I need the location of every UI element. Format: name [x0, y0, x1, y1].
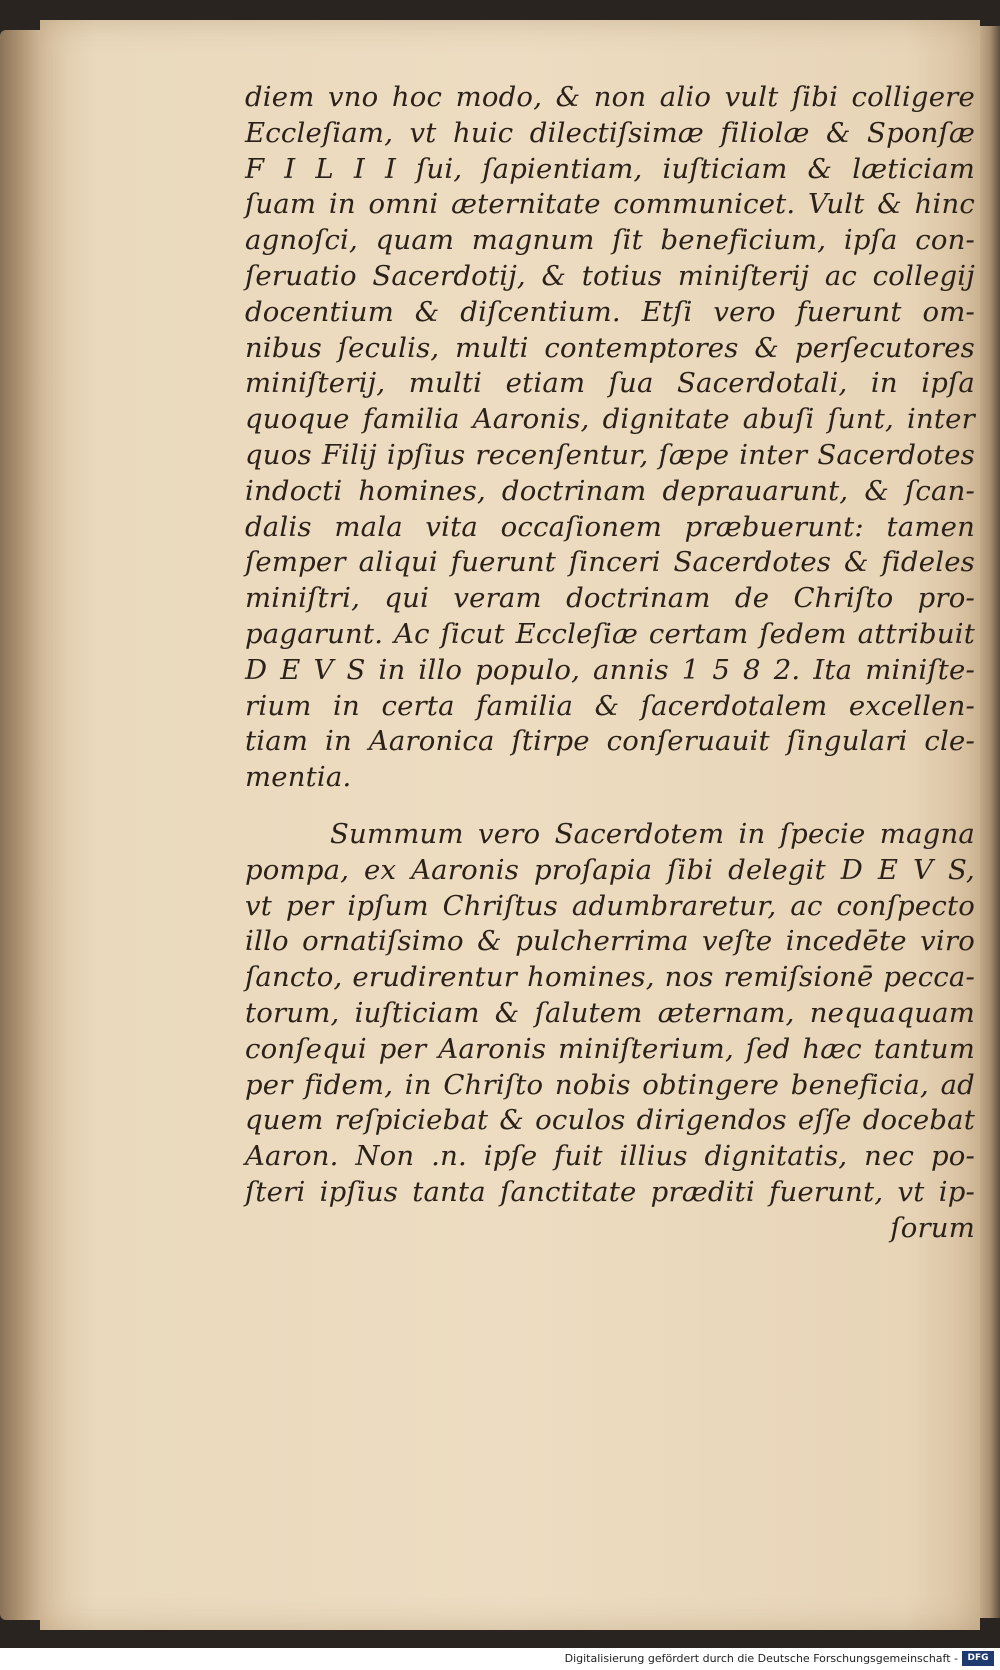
text-line: mentia. — [245, 761, 352, 794]
text-line: per fidem, in Chriſto nobis obtingere beneficia, ad — [245, 1068, 975, 1101]
text-line: diem vno hoc modo, & non alio vult ſibi colligere — [245, 81, 975, 113]
text-line: Aaron. Non .n. ipſe fuit illius dignitatis, nec po- — [245, 1140, 975, 1173]
text-line: dalis mala vita occaſionem præbuerunt: tamen — [245, 510, 975, 543]
footer-credit: Digitalisierung gefördert durch die Deutsche Forschungsgemeinschaft - — [564, 1652, 958, 1665]
digitization-footer — [0, 1648, 1000, 1670]
catchword: ſorum — [890, 1211, 975, 1244]
text-line: F I L I I ſui, ſapientiam, iuſticiam & læticiam — [245, 152, 975, 185]
dfg-logo: DFG — [962, 1651, 994, 1666]
text-line: Eccleſiam, vt huic dilectiſsimæ filiolæ & Sponſæ — [245, 116, 975, 149]
text-line: miniſterij, multi etiam ſua Sacerdotali, in ipſa — [245, 367, 975, 400]
text-line: quem reſpiciebat & oculos dirigendos eſſe docebat — [245, 1104, 975, 1137]
text-line: ſuam in omni æternitate communicet. Vult & hinc — [245, 188, 975, 221]
text-line: rium in certa familia & ſacerdotalem excellen- — [245, 689, 975, 722]
text-line: miniſtri, qui veram doctrinam de Chriſto pro- — [245, 582, 975, 615]
paragraph-1 — [245, 80, 975, 796]
text-line: agnoſci, quam magnum ſit beneficium, ipſa con- — [245, 224, 975, 257]
text-line: pompa, ex Aaronis proſapia ſibi delegit D E V S, — [245, 853, 975, 886]
paragraph-2 — [245, 817, 975, 1211]
text-line: indocti homines, doctrinam deprauarunt, & ſcan- — [245, 474, 975, 507]
text-line: Summum vero Sacerdotem in ſpecie magna — [330, 817, 975, 850]
text-line: D E V S in illo populo, annis 1 5 8 2. Ita miniſte- — [245, 653, 975, 686]
text-line: quoque familia Aaronis, dignitate abuſi ſunt, inter — [245, 403, 975, 436]
text-line: ſancto, erudirentur homines, nos remiſsionē pecca- — [245, 961, 975, 994]
page-text — [245, 80, 975, 1247]
text-line: quos Filij ipſius recenſentur, ſæpe inter Sacerdotes — [245, 438, 975, 471]
text-line: illo ornatiſsimo & pulcherrima veſte incedēte viro — [245, 925, 975, 958]
book-left-edge — [0, 30, 45, 1620]
text-line: docentium & diſcentium. Etſi vero fuerunt om- — [245, 295, 975, 328]
text-line: conſequi per Aaronis miniſterium, ſed hæc tantum — [245, 1032, 975, 1065]
text-line: pagarunt. Ac ſicut Eccleſiæ certam ſedem attribuit — [245, 617, 975, 650]
text-line: ſeruatio Sacerdotij, & totius miniſterij ac collegij — [245, 259, 975, 292]
text-line: torum, iuſticiam & ſalutem æternam, nequaquam — [245, 996, 975, 1029]
text-line: ſteri ipſius tanta ſanctitate præditi fuerunt, vt ip- — [245, 1175, 975, 1208]
text-line: tiam in Aaronica ſtirpe conſeruauit ſingulari cle- — [245, 725, 975, 758]
text-line: nibus ſeculis, multi contemptores & perſecutores — [245, 331, 975, 364]
text-line: ſemper aliqui fuerunt ſinceri Sacerdotes & fideles — [245, 546, 975, 579]
text-line: vt per ipſum Chriſtus adumbraretur, ac conſpecto — [245, 889, 975, 922]
